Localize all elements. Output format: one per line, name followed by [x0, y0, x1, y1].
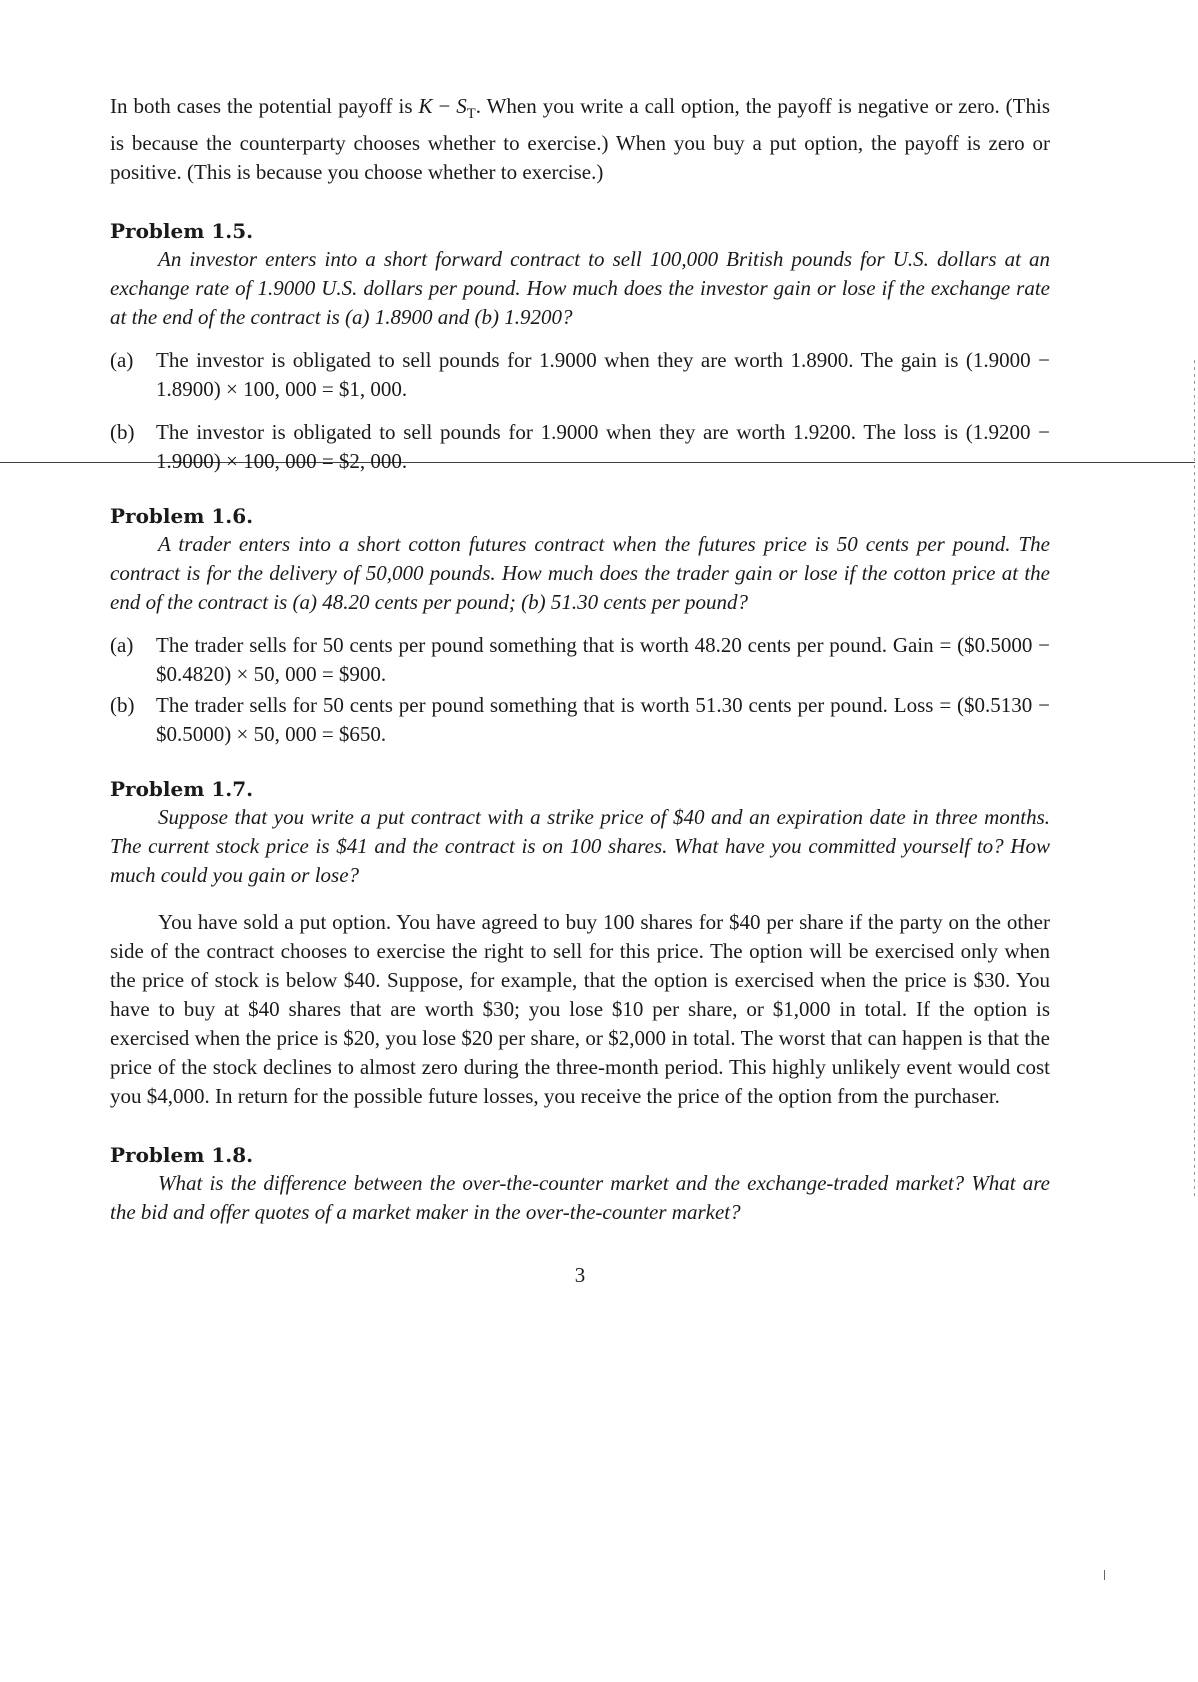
- answer-list: [110, 346, 1050, 476]
- problem-1-8: [110, 1141, 1050, 1227]
- subscript-t: T: [466, 106, 476, 123]
- solution-paragraph: You have sold a put option. You have agreed to buy 100 shares for $40 per share if the party on the other side of the contract chooses to exercise the right to sell for this price. The option will be exercised only when the price of stock is below $40. Suppose, for example, that the option is exercised when the price is $30. You have to buy at $40 shares that are worth $30; you lose $10 per share, or $1,000 in total. If the option is exercised when the price is $20, you lose $20 per share, or $2,000 in total. The worst that can happen is that the price of the stock declines to almost zero during the three-month period. This highly unlikely event would cost you $4,000. In return for the possible future losses, you receive the price of the option from the purchaser.: [110, 910, 1050, 1109]
- problem-question: What is the difference between the over-the-counter market and the exchange-traded market? What are the bid and offer quotes of a market maker in the over-the-counter market?: [110, 1171, 1050, 1225]
- document-page: [110, 92, 1050, 1290]
- answer-marker: (b): [110, 420, 135, 445]
- problem-1-6: [110, 502, 1050, 749]
- answer-item: [110, 691, 1050, 749]
- scan-tick-artifact: [1104, 1570, 1105, 1580]
- problem-question: An investor enters into a short forward contract to sell 100,000 British pounds for U.S. dollars at an exchange rate of 1.9000 U.S. dollars per pound. How much does the investor gain or lose if the exchange rate at the end of the contract is (a) 1.8900 and (b) 1.9200?: [110, 247, 1050, 330]
- intro-text-start: In both cases the potential payoff is: [110, 94, 419, 118]
- problem-question: Suppose that you write a put contract with a strike price of $40 and an expiration date in three months. The current stock price is $41 and the contract is on 100 shares. What have you committed yourself to? How much could you gain or lose?: [110, 805, 1050, 888]
- answer-marker: (a): [110, 633, 134, 658]
- answer-text: The trader sells for 50 cents per pound something that is worth 51.30 cents per pound. Loss = ($0.5130 − $0.5000) × 50, 000 = $650.: [156, 693, 1050, 747]
- minus-sign: −: [432, 94, 457, 118]
- intro-text-end: . When you write a call option, the payoff is negative or zero. (This is because the counterparty chooses whether to exercise.) When you buy a put option, the payoff is zero or positive. (This is because you choose whether to exercise.): [110, 94, 1050, 185]
- answer-item: [110, 418, 1050, 476]
- problem-1-7: [110, 775, 1050, 1111]
- scan-edge-artifact: [1194, 360, 1195, 1200]
- answer-marker: (b): [110, 693, 135, 718]
- problem-question: A trader enters into a short cotton futures contract when the futures price is 50 cents per pound. The contract is for the delivery of 50,000 pounds. How much does the trader gain or lose if the cotton price at the end of the contract is (a) 48.20 cents per pound; (b) 51.30 cents per pound?: [110, 532, 1050, 615]
- answer-text: The trader sells for 50 cents per pound something that is worth 48.20 cents per pound. Gain = ($0.5000 − $0.4820) × 50, 000 = $900.: [156, 633, 1050, 687]
- problem-heading: Problem 1.7.: [110, 777, 254, 802]
- problem-1-5: [110, 217, 1050, 476]
- page-number: 3: [574, 1263, 586, 1288]
- answer-item: [110, 346, 1050, 404]
- problem-heading: Problem 1.5.: [110, 219, 254, 244]
- answer-marker: (a): [110, 348, 134, 373]
- answer-text: The investor is obligated to sell pounds for 1.9000 when they are worth 1.8900. The gain is (1.9000 − 1.8900) × 100, 000 = $1, 000.: [156, 348, 1050, 402]
- intro-paragraph: [110, 92, 1050, 187]
- answer-list: [110, 631, 1050, 749]
- problem-heading: Problem 1.6.: [110, 504, 254, 529]
- var-s: S: [456, 94, 467, 118]
- answer-item: [110, 631, 1050, 689]
- answer-text: The investor is obligated to sell pounds for 1.9000 when they are worth 1.9200. The loss is (1.9200 − 1.9000) × 100, 000 = $2, 000.: [156, 420, 1050, 474]
- var-k: K: [418, 94, 433, 118]
- problem-heading: Problem 1.8.: [110, 1143, 254, 1168]
